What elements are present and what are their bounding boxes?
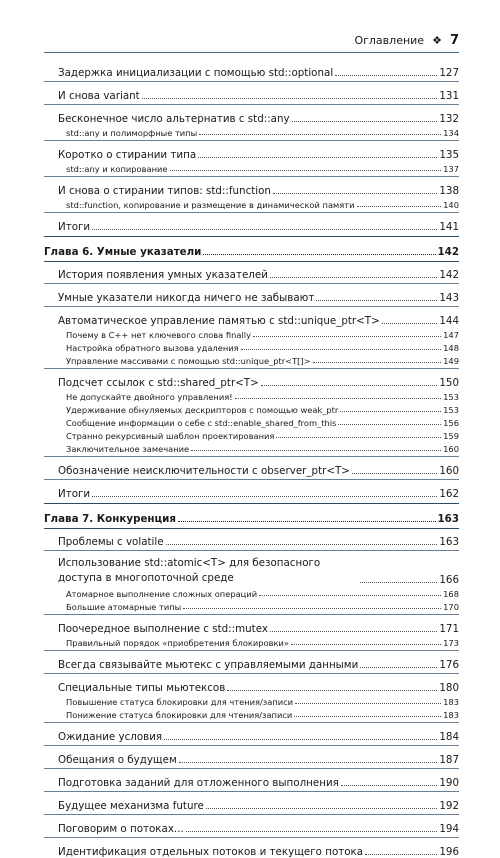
chapter-divider	[44, 503, 459, 504]
toc-section[interactable]	[44, 818, 459, 835]
toc-entry-page: 196	[439, 846, 459, 858]
entry-divider	[44, 456, 459, 457]
dot-leader	[352, 473, 437, 474]
dot-leader	[259, 595, 441, 596]
toc-subsection[interactable]	[44, 353, 459, 366]
toc-subsection[interactable]	[44, 389, 459, 402]
toc-subsection[interactable]	[44, 161, 459, 174]
toc-entry-title: Коротко о стирании типа	[58, 149, 197, 161]
toc-entry-title: Большие атомарные типы	[66, 602, 182, 612]
dot-leader	[206, 808, 438, 809]
toc-entry-title: Поговорим о потоках...	[58, 823, 184, 835]
dot-leader	[341, 785, 437, 786]
toc-subsection[interactable]	[44, 415, 459, 428]
dot-leader	[199, 134, 441, 135]
table-of-contents	[44, 62, 459, 858]
dot-leader	[360, 667, 437, 668]
dot-leader	[227, 690, 437, 691]
toc-section[interactable]	[44, 460, 459, 477]
toc-entry-page: 183	[443, 697, 459, 707]
dot-leader	[291, 644, 441, 645]
toc-entry-title: Ожидание условия	[58, 731, 163, 743]
dot-leader	[270, 631, 437, 632]
dot-leader	[253, 336, 441, 337]
toc-entry-page: 156	[443, 418, 459, 428]
dot-leader	[338, 424, 441, 425]
toc-entry-page: 142	[439, 269, 459, 281]
toc-section[interactable]	[44, 372, 459, 389]
toc-entry-title: Понижение статуса блокировки для чтения/записи	[66, 710, 293, 720]
dot-leader	[273, 193, 437, 194]
header-ornament-icon: ❖	[432, 34, 442, 47]
toc-subsection[interactable]	[44, 340, 459, 353]
toc-section[interactable]	[44, 554, 459, 586]
dot-leader	[360, 582, 437, 583]
dot-leader	[198, 157, 437, 158]
entry-divider	[44, 614, 459, 615]
toc-entry-page: 134	[443, 128, 459, 138]
toc-section[interactable]	[44, 795, 459, 812]
toc-section[interactable]	[44, 62, 459, 79]
toc-entry-page: 180	[439, 682, 459, 694]
toc-section[interactable]	[44, 726, 459, 743]
dot-leader	[92, 229, 437, 230]
toc-entry-page: 168	[443, 589, 459, 599]
toc-section[interactable]	[44, 310, 459, 327]
toc-entry-page: 137	[443, 164, 459, 174]
entry-divider	[44, 650, 459, 651]
toc-section[interactable]	[44, 180, 459, 197]
toc-section[interactable]	[44, 287, 459, 304]
toc-entry-page: 147	[443, 330, 459, 340]
toc-section[interactable]	[44, 677, 459, 694]
entry-divider	[44, 673, 459, 674]
toc-entry-page: 162	[439, 488, 459, 500]
toc-entry-page: 173	[443, 638, 459, 648]
toc-entry-page: 153	[443, 405, 459, 415]
toc-subsection[interactable]	[44, 694, 459, 707]
toc-section[interactable]	[44, 654, 459, 671]
entry-divider	[44, 104, 459, 105]
toc-entry-page: 170	[443, 602, 459, 612]
dot-leader	[357, 206, 442, 207]
dot-leader	[235, 398, 442, 399]
dot-leader	[178, 521, 436, 522]
toc-entry-title: Всегда связывайте мьютекс с управляемыми данными	[58, 659, 359, 671]
toc-entry-title: Сообщение информации о себе с std::enable_shared_from_this	[66, 418, 337, 428]
dot-leader	[183, 608, 441, 609]
toc-entry-title: Задержка инициализации с помощью std::optional	[58, 67, 334, 79]
toc-entry-page: 131	[439, 90, 459, 102]
dot-leader	[92, 496, 437, 497]
toc-entry-title: std::any и копирование	[66, 164, 168, 174]
toc-entry-title: Умные указатели никогда ничего не забывают	[58, 292, 315, 304]
entry-divider	[44, 479, 459, 480]
toc-entry-title: Правильный порядок «приобретения блокировки»	[66, 638, 290, 648]
dot-leader	[313, 362, 442, 363]
toc-entry-page: 160	[439, 465, 459, 477]
toc-section[interactable]	[44, 108, 459, 125]
toc-section[interactable]	[44, 144, 459, 161]
toc-entry-title: Удерживание обнуляемых дескрипторов с помощью weak_ptr	[66, 405, 339, 415]
toc-entry-page: 150	[439, 377, 459, 389]
dot-leader	[276, 437, 441, 438]
toc-entry-page: 149	[443, 356, 459, 366]
toc-entry-page: 187	[439, 754, 459, 766]
entry-divider	[44, 176, 459, 177]
toc-entry-page: 163	[439, 536, 459, 548]
entry-divider	[44, 212, 459, 213]
toc-section[interactable]	[44, 483, 459, 500]
chapter-divider	[44, 236, 459, 237]
entry-divider	[44, 791, 459, 792]
entry-divider	[44, 768, 459, 769]
toc-entry-title: Использование std::atomic<T> для безопасного доступа в многопоточной среде	[58, 556, 358, 586]
toc-entry-title: Заключительное замечание	[66, 444, 190, 454]
toc-entry-title: И снова о стирании типов: std::function	[58, 185, 271, 197]
dot-leader	[186, 831, 438, 832]
dot-leader	[203, 254, 435, 255]
toc-chapter[interactable]	[44, 506, 459, 525]
entry-divider	[44, 745, 459, 746]
toc-entry-title: Специальные типы мьютексов	[58, 682, 226, 694]
toc-entry-title: Почему в C++ нет ключевого слова finally	[66, 330, 251, 340]
dot-leader	[191, 450, 441, 451]
entry-divider	[44, 722, 459, 723]
toc-entry-title: Управление массивами с помощью std::unique_ptr<T[]>	[66, 356, 311, 366]
toc-entry-page: 141	[439, 221, 459, 233]
toc-entry-page: 140	[443, 200, 459, 210]
toc-entry-title: Не допускайте двойного управления!	[66, 392, 233, 402]
dot-leader	[270, 277, 437, 278]
toc-subsection[interactable]	[44, 327, 459, 340]
toc-entry-page: 143	[439, 292, 459, 304]
toc-entry-title: Странно рекурсивный шаблон проектирования	[66, 431, 275, 441]
dot-leader	[164, 739, 437, 740]
toc-entry-title: Проблемы с volatile	[58, 536, 164, 548]
toc-entry-title: Подготовка заданий для отложенного выполнения	[58, 777, 339, 789]
toc-subsection[interactable]	[44, 707, 459, 720]
toc-entry-title: Атомарное выполнение сложных операций	[66, 589, 258, 599]
entry-divider	[44, 306, 459, 307]
entry-divider	[44, 261, 459, 262]
toc-entry-page: 160	[443, 444, 459, 454]
entry-divider	[44, 81, 459, 82]
dot-leader	[294, 716, 441, 717]
entry-divider	[44, 550, 459, 551]
toc-section[interactable]	[44, 618, 459, 635]
toc-subsection[interactable]	[44, 125, 459, 138]
dot-leader	[241, 349, 442, 350]
toc-subsection[interactable]	[44, 197, 459, 210]
entry-divider	[44, 814, 459, 815]
dot-leader	[166, 544, 438, 545]
toc-entry-page: 153	[443, 392, 459, 402]
toc-section[interactable]	[44, 264, 459, 281]
running-header	[0, 33, 459, 48]
dot-leader	[382, 323, 438, 324]
entry-divider	[44, 528, 459, 529]
toc-entry-title: Бесконечное число альтернатив с std::any	[58, 113, 290, 125]
entry-divider	[44, 837, 459, 838]
toc-section[interactable]	[44, 85, 459, 102]
toc-entry-page: 148	[443, 343, 459, 353]
toc-entry-title: Обозначение неисключительности с observer_ptr<T>	[58, 465, 350, 477]
dot-leader	[292, 121, 438, 122]
toc-entry-page: 183	[443, 710, 459, 720]
toc-entry-page: 144	[439, 315, 459, 327]
toc-entry-page: 176	[439, 659, 459, 671]
toc-entry-title: Глава 7. Конкуренция	[44, 513, 176, 525]
toc-subsection[interactable]	[44, 428, 459, 441]
toc-entry-page: 190	[439, 777, 459, 789]
header-page-number: 7	[449, 33, 459, 48]
toc-entry-title: История появления умных указателей	[58, 269, 268, 281]
dot-leader	[365, 854, 437, 855]
toc-entry-page: 132	[439, 113, 459, 125]
toc-entry-page: 159	[443, 431, 459, 441]
toc-subsection[interactable]	[44, 586, 459, 599]
dot-leader	[340, 411, 441, 412]
entry-divider	[44, 283, 459, 284]
toc-entry-title: std::any и полиморфные типы	[66, 128, 198, 138]
dot-leader	[179, 762, 438, 763]
toc-entry-title: Поочередное выполнение с std::mutex	[58, 623, 268, 635]
toc-entry-page: 192	[439, 800, 459, 812]
dot-leader	[170, 170, 442, 171]
toc-subsection[interactable]	[44, 599, 459, 612]
dot-leader	[295, 703, 441, 704]
toc-entry-page: 138	[439, 185, 459, 197]
toc-entry-page: 135	[439, 149, 459, 161]
toc-entry-title: Автоматическое управление памятью с std::unique_ptr<T>	[58, 315, 380, 327]
toc-entry-page: 163	[437, 513, 459, 525]
header-section-title: Оглавление	[354, 34, 425, 47]
toc-entry-page: 166	[439, 574, 459, 586]
toc-section[interactable]	[44, 531, 459, 548]
toc-entry-title: Будущее механизма future	[58, 800, 204, 812]
toc-entry-page: 127	[439, 67, 459, 79]
dot-leader	[261, 385, 438, 386]
toc-entry-page: 171	[439, 623, 459, 635]
toc-entry-page: 194	[439, 823, 459, 835]
toc-entry-title: И снова variant	[58, 90, 140, 102]
toc-section[interactable]	[44, 772, 459, 789]
dot-leader	[335, 75, 437, 76]
toc-entry-title: Глава 6. Умные указатели	[44, 246, 202, 258]
toc-entry-title: Повышение статуса блокировки для чтения/записи	[66, 697, 294, 707]
toc-entry-title: std::function, копирование и размещение в динамической памяти	[66, 200, 355, 210]
toc-section[interactable]	[44, 216, 459, 233]
entry-divider	[44, 140, 459, 141]
toc-entry-title: Настройка обратного вызова удаления	[66, 343, 239, 353]
entry-divider	[44, 368, 459, 369]
toc-entry-title: Подсчет ссылок с std::shared_ptr<T>	[58, 377, 259, 389]
toc-entry-title: Итоги	[58, 221, 91, 233]
toc-section[interactable]	[44, 749, 459, 766]
dot-leader	[142, 98, 438, 99]
toc-section[interactable]	[44, 841, 459, 858]
toc-entry-title: Идентификация отдельных потоков и текущего потока	[58, 846, 364, 858]
toc-chapter[interactable]	[44, 239, 459, 258]
toc-entry-page: 184	[439, 731, 459, 743]
toc-entry-page: 142	[437, 246, 459, 258]
toc-entry-title: Итоги	[58, 488, 91, 500]
header-rule	[44, 52, 459, 53]
toc-subsection[interactable]	[44, 402, 459, 415]
toc-entry-title: Обещания о будущем	[58, 754, 177, 766]
toc-subsection[interactable]	[44, 441, 459, 454]
dot-leader	[316, 300, 437, 301]
toc-subsection[interactable]	[44, 635, 459, 648]
